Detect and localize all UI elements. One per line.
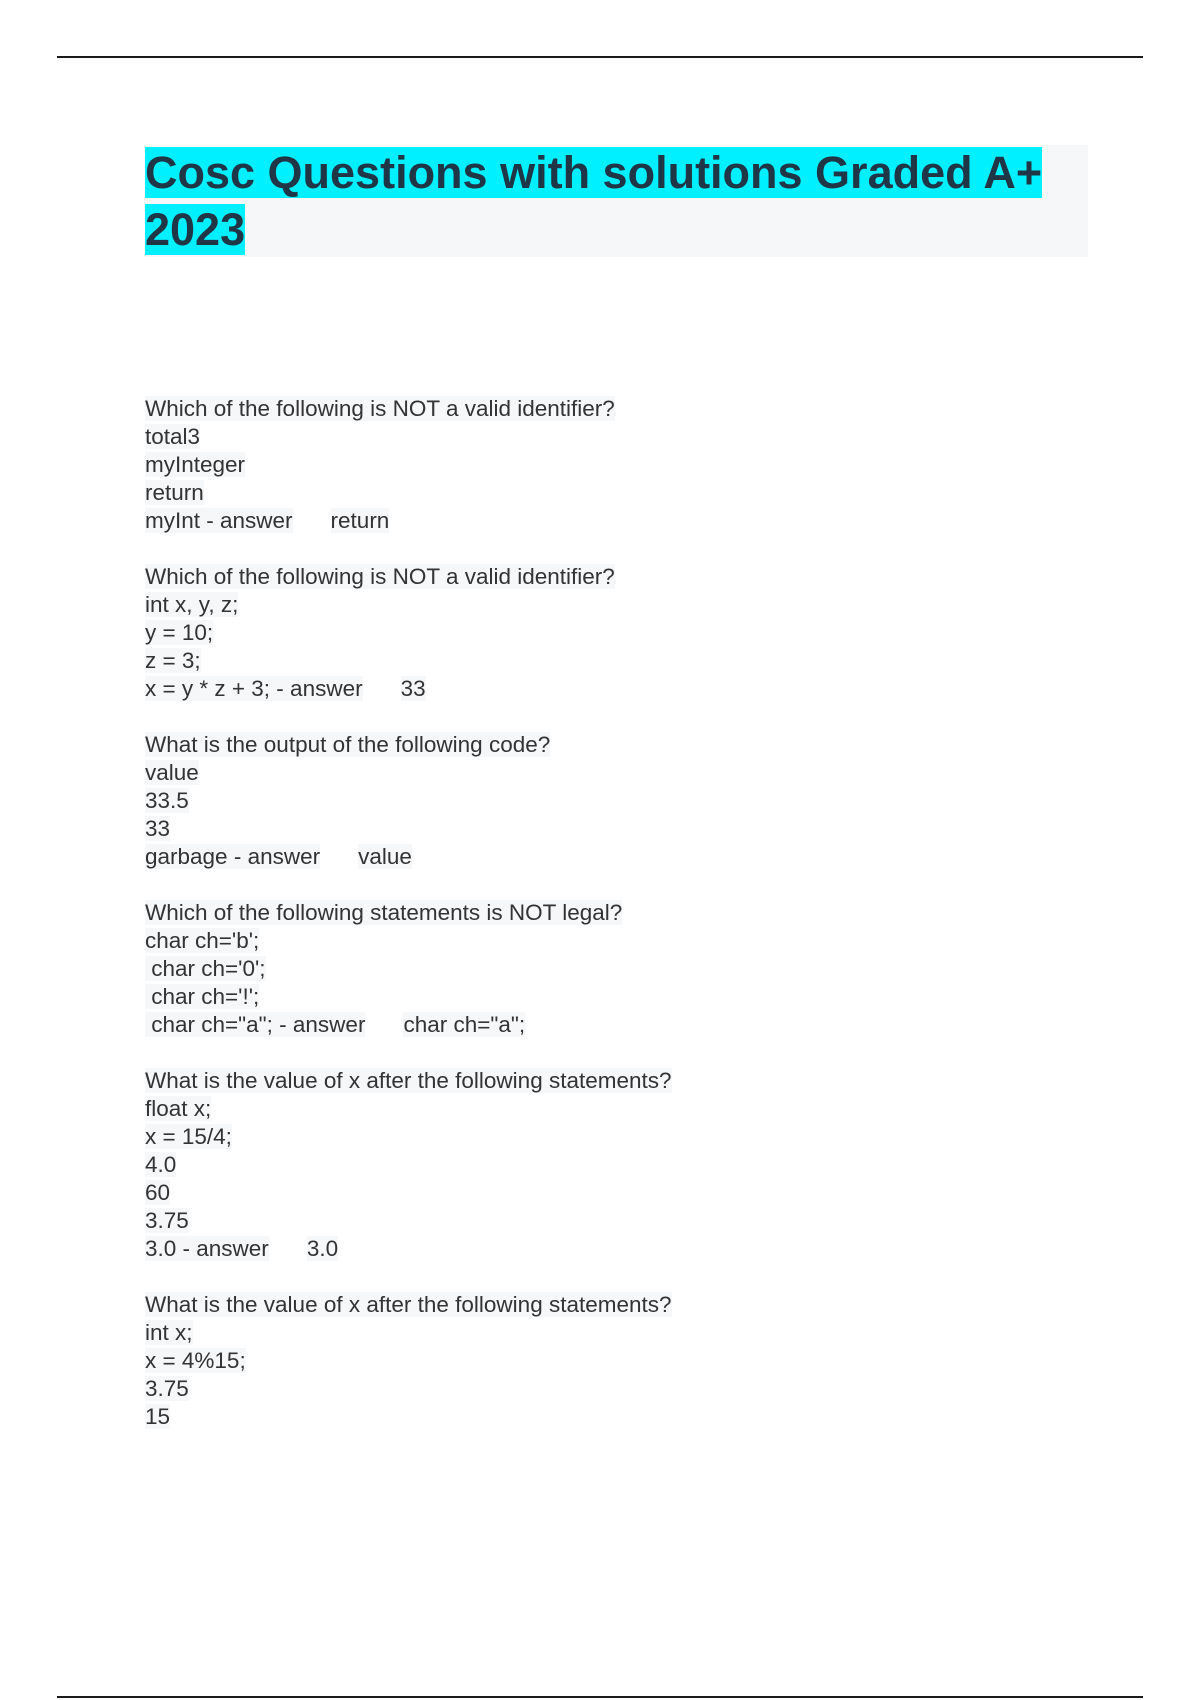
option: 33 [145, 816, 171, 841]
option: value [145, 760, 199, 785]
answer-line [145, 1235, 1045, 1263]
question-text: What is the output of the following code? [145, 732, 551, 757]
option: char ch='b'; [145, 928, 260, 953]
answer-value: 3.0 [306, 1236, 339, 1261]
option: total3 [145, 424, 201, 449]
question-text: What is the value of x after the following statements? [145, 1292, 672, 1317]
answer-line [145, 1011, 1045, 1039]
option: 33.5 [145, 788, 189, 813]
code-line: x = 15/4; [145, 1124, 232, 1149]
answer-line [145, 507, 1045, 535]
option: myInteger [145, 452, 246, 477]
answer-line [145, 675, 1045, 703]
option: 15 [145, 1404, 171, 1429]
question-block-3 [145, 731, 1045, 871]
question-text: Which of the following is NOT a valid identifier? [145, 564, 615, 589]
code-line: int x; [145, 1320, 193, 1345]
answer-value: char ch="a"; [403, 1012, 526, 1037]
question-text: Which of the following is NOT a valid identifier? [145, 396, 615, 421]
title-highlight: Cosc Questions with solutions Graded A+ 2023 [145, 147, 1043, 255]
answer-value: 33 [400, 676, 426, 701]
option: 4.0 [145, 1152, 177, 1177]
answer-value: return [330, 508, 390, 533]
question-block-1 [145, 395, 1045, 535]
code-line: x = 4%15; [145, 1348, 246, 1373]
header-rule [57, 56, 1143, 58]
question-block-2 [145, 563, 1045, 703]
option: z = 3; [145, 648, 201, 673]
answer-value: value [358, 844, 412, 869]
question-text: What is the value of x after the following statements? [145, 1068, 672, 1093]
option: char ch='!'; [145, 984, 260, 1009]
question-block-4 [145, 899, 1045, 1039]
answer-line [145, 843, 1045, 871]
option: int x, y, z; [145, 592, 239, 617]
answer-prefix: garbage - answer [145, 844, 321, 869]
page-title [145, 144, 1088, 258]
footer-rule [57, 1696, 1143, 1698]
code-line: float x; [145, 1096, 212, 1121]
option: 3.75 [145, 1208, 189, 1233]
question-block-6 [145, 1291, 1045, 1431]
option: 3.75 [145, 1376, 189, 1401]
answer-prefix: myInt - answer [145, 508, 293, 533]
answer-prefix: 3.0 - answer [145, 1236, 269, 1261]
answer-prefix: x = y * z + 3; - answer [145, 676, 363, 701]
answer-prefix: char ch="a"; - answer [145, 1012, 366, 1037]
question-block-5 [145, 1067, 1045, 1263]
question-text: Which of the following statements is NOT legal? [145, 900, 623, 925]
option: char ch='0'; [145, 956, 266, 981]
option: return [145, 480, 204, 505]
question-list [145, 395, 1045, 1459]
option: y = 10; [145, 620, 214, 645]
option: 60 [145, 1180, 171, 1205]
